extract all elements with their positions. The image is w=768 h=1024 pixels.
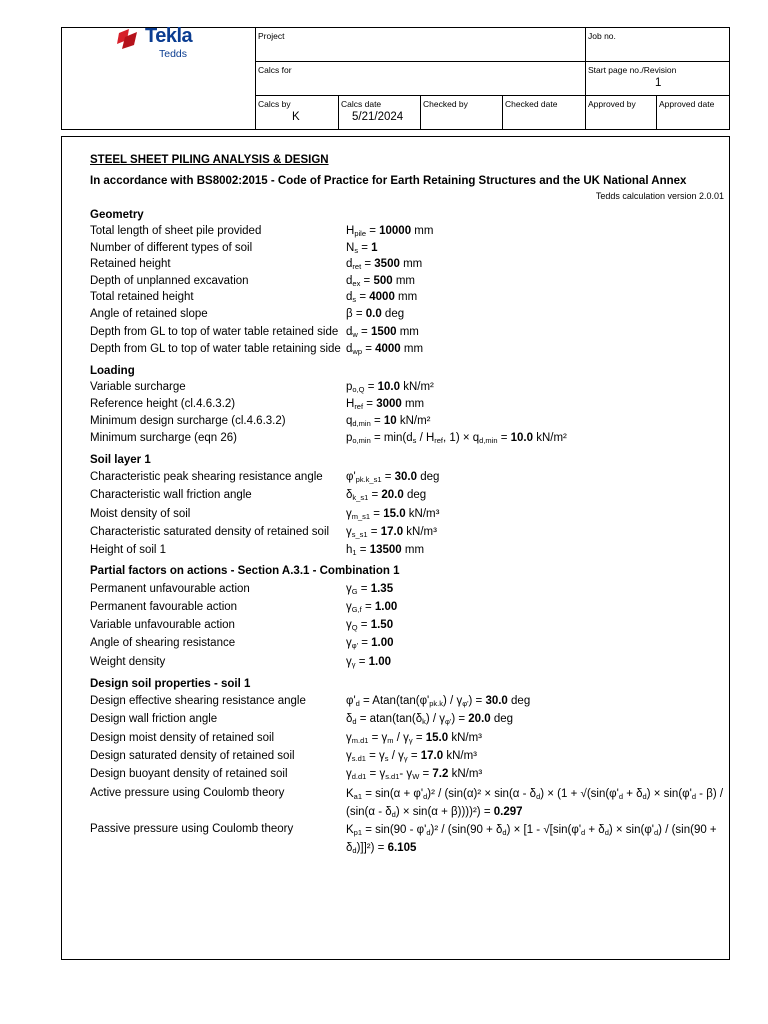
row-label: Variable unfavourable action [90, 619, 235, 631]
section-loading: Loading [90, 365, 135, 377]
row-label: Total length of sheet pile provided [90, 225, 262, 237]
row-label: Weight density [90, 656, 166, 668]
row-label: Height of soil 1 [90, 544, 167, 556]
row-value: $d_w = 1500$ mm [346, 326, 419, 339]
row-label: Total retained height [90, 291, 194, 303]
checked-date-label: Checked date [505, 99, 558, 109]
row-value: $\gamma_{G,f} = 1.00$ [346, 601, 398, 614]
row-value: $\varphi'_{pk.k\_s1} = 30.0$ deg [346, 471, 440, 484]
row-label: Characteristic wall friction angle [90, 489, 252, 501]
document-title: STEEL SHEET PILING ANALYSIS & DESIGN [90, 154, 329, 166]
row-value: $d_s = 4000$ mm [346, 291, 418, 304]
start-page-label: Start page no./Revision [588, 65, 677, 75]
section-geometry: Geometry [90, 209, 144, 221]
project-label: Project [258, 31, 285, 41]
calc-version: Tedds calculation version 2.0.01 [595, 191, 724, 201]
checked-by-label: Checked by [423, 99, 468, 109]
row-label: Reference height (cl.4.6.3.2) [90, 398, 236, 410]
row-value: $h_1 = 13500$ mm [346, 544, 425, 557]
tekla-logo [117, 25, 207, 69]
row-label: Variable surcharge [90, 381, 186, 393]
row-value: $\gamma_{s\_s1} = 17.0$ kN/m³ [346, 526, 437, 539]
row-value: $\gamma_{d.d1} = \gamma_{s.d1}-$ $\gamma_W = 7.2$ kN/m³ [346, 768, 483, 781]
row-value: $d_{ex} = 500$ mm [346, 275, 415, 288]
row-label: Design moist density of retained soil [90, 732, 275, 744]
row-value: $\gamma_{\varphi'} = 1.00$ [346, 637, 394, 650]
approved-by-label: Approved by [588, 99, 636, 109]
row-label: Angle of retained slope [90, 308, 208, 320]
row-value: $H_{ref} = 3000$ mm [346, 398, 425, 411]
row-value: $q_{d,min} = 10$ kN/m² [346, 415, 431, 428]
row-label: Design buoyant density of retained soil [90, 768, 288, 780]
row-value: $\delta_{k\_s1} = 20.0$ deg [346, 489, 427, 502]
header-table [61, 27, 730, 130]
calcs-for-label: Calcs for [258, 65, 292, 75]
row-value: $\gamma_Q = 1.50$ [346, 619, 394, 632]
row-value: $H_{pile} = 10000$ mm [346, 225, 434, 238]
calcs-by-value: K [292, 111, 300, 123]
row-value: $\delta_d = atan(\tan(\delta_k) / \gamma_{\varphi'}) = 20.0$ deg [346, 713, 514, 726]
section-soil-layer: Soil layer 1 [90, 454, 151, 466]
row-value: $\gamma_G = 1.35$ [346, 583, 394, 596]
row-label: Number of different types of soil [90, 242, 253, 254]
row-label: Depth of unplanned excavation [90, 275, 249, 287]
row-value: $\varphi'_d = Atan(\tan(\varphi'_{pk.k}) / \gamma_{\varphi'}) = 30.0$ deg [346, 695, 531, 708]
row-label: Design wall friction angle [90, 713, 218, 725]
row-value: $\gamma_{m.d1} = \gamma_m / \gamma_\gamma = 15.0$ kN/m³ [346, 732, 482, 745]
row-label: Depth from GL to top of water table retaining side [90, 343, 341, 355]
job-no-label: Job no. [588, 31, 616, 41]
row-value: $p_{o,min} = \min(d_s / H_{ref}$, $1) \times q_{d,min} = 10.0$ kN/m² [346, 432, 567, 445]
row-label: Design effective shearing resistance angle [90, 695, 306, 707]
row-value: $\gamma_{m\_s1} = 15.0$ kN/m³ [346, 508, 440, 521]
start-page-value: 1 [655, 77, 662, 89]
row-label: Passive pressure using Coulomb theory [90, 823, 294, 835]
calcs-by-label: Calcs by [258, 99, 291, 109]
row-value: β = 0.0 deg [346, 308, 405, 320]
row-label: Characteristic peak shearing resistance angle [90, 471, 323, 483]
row-label: Permanent unfavourable action [90, 583, 250, 595]
section-partial-factors: Partial factors on actions - Section A.3.1 - Combination 1 [90, 565, 400, 577]
passive-pressure-formula: $K_{p1} = \sin(90 - \varphi'_d)^2 / (\sin(90 + \delta_d) \times [1 - √[\sin(\varphi'_d + \delta_d) \times \sin(\varphi'_d) / (\sin(90 + \delta_d)]]^2) = 6.105$ [346, 824, 717, 855]
row-value: $\gamma_{s.d1} = \gamma_s / \gamma_\gamma = 17.0$ kN/m³ [346, 750, 477, 763]
calculation-body [61, 136, 730, 960]
document-subtitle: In accordance with BS8002:2015 - Code of Practice for Earth Retaining Structures and the UK National Annex [90, 175, 687, 187]
row-label: Design saturated density of retained soil [90, 750, 295, 762]
row-label: Characteristic saturated density of retained soil [90, 526, 330, 538]
row-label: Depth from GL to top of water table retained side [90, 326, 339, 338]
calcs-date-label: Calcs date [341, 99, 382, 109]
active-pressure-formula: $K_{a1} = \sin(\alpha + \varphi'_d)^2 / (\sin(\alpha)^2 \times \sin(\alpha - \delta_d) \times (1 + √(\sin(\varphi'_d + \delta_d) \times \sin(\varphi'_d - \beta) / (\sin(\alpha - \delta_d) \times \sin(\alpha + \beta))))^2) = 0.297$ [346, 788, 724, 819]
row-value: $\gamma_\gamma = 1.00$ [346, 656, 391, 669]
calcs-date-value: 5/21/2024 [352, 111, 404, 123]
row-label: Minimum design surcharge (cl.4.6.3.2) [90, 415, 286, 427]
logo-brand-text: Tekla [145, 25, 193, 47]
row-value: $d_{ret} = 3500$ mm [346, 258, 423, 271]
row-label: Minimum surcharge (eqn 26) [90, 432, 238, 444]
row-value: $N_s = 1$ [346, 242, 378, 255]
row-label: Retained height [90, 258, 171, 270]
logo-product-text: Tedds [159, 48, 188, 60]
row-value: $p_{o,Q} = 10.0$ kN/m² [346, 381, 434, 394]
row-label: Permanent favourable action [90, 601, 238, 613]
approved-date-label: Approved date [659, 99, 715, 109]
row-label: Active pressure using Coulomb theory [90, 787, 285, 799]
row-value: $d_{wp} = 4000$ mm [346, 343, 424, 356]
row-label: Moist density of soil [90, 508, 191, 520]
section-design-soil: Design soil properties - soil 1 [90, 678, 251, 690]
row-label: Angle of shearing resistance [90, 637, 236, 649]
